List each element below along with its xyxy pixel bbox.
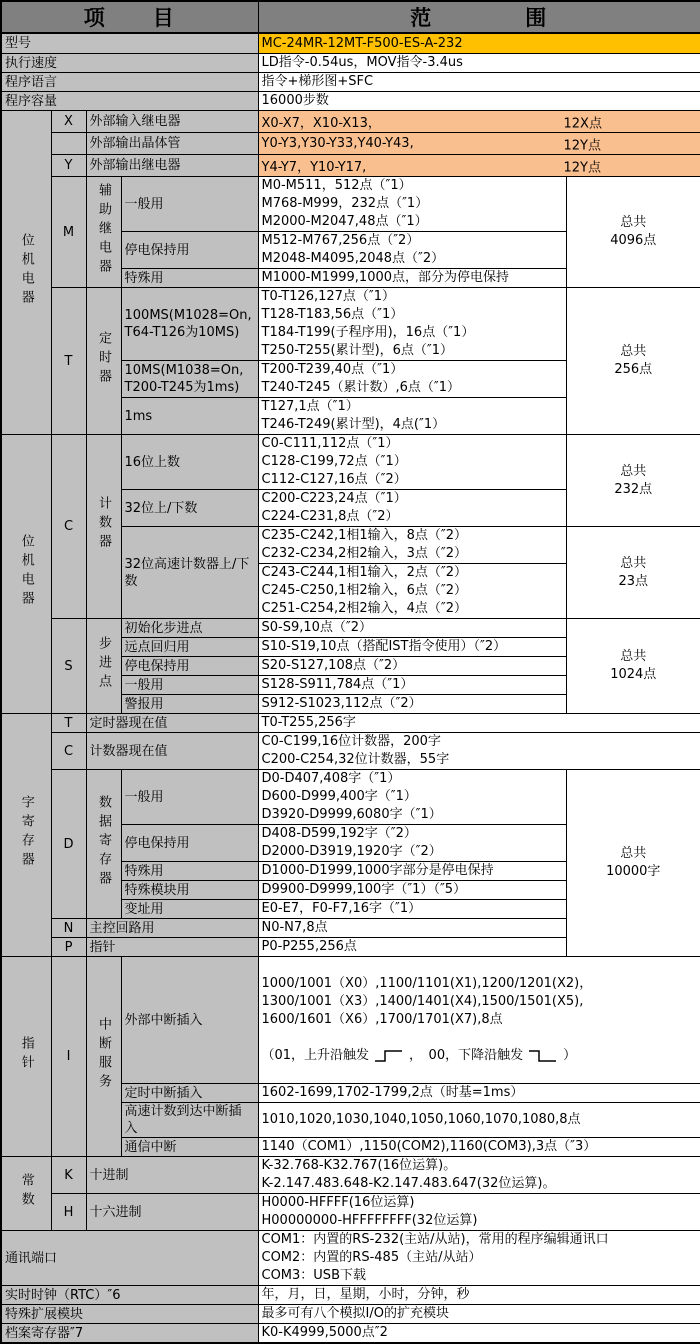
- sub-label: 定时中断插入: [121, 1084, 258, 1103]
- range-value: T127,1点（″1） T246-T249(累计型)，4点(″1）: [258, 398, 566, 435]
- category-counter: [86, 435, 121, 619]
- category-label: 中断服务: [96, 1016, 111, 1093]
- io-range-text: Y0-Y3,Y30-Y33,Y40-Y43,: [261, 136, 414, 151]
- sub-label: 高速计数到达中断插 入: [121, 1103, 258, 1138]
- comm-port-value: COM1：内置的RS-232(主站/从站)，常用的程序编辑通讯口 COM2：内置的RS-485（主站/从站） COM3：USB下载: [258, 1231, 700, 1286]
- row-label-expansion: 特殊扩展模块: [1, 1305, 258, 1324]
- group-label: 常数: [18, 1172, 34, 1211]
- category-label: 数据寄存器: [96, 794, 111, 890]
- row-label-rtc: 实时时钟（RTC）″6: [1, 1286, 258, 1305]
- rising-edge-icon: [374, 1048, 404, 1064]
- range-value: D408-D599,192字（″2） D2000-D3919,1920字（″2）: [258, 825, 566, 862]
- sub-label: 指针: [86, 938, 258, 957]
- range-value: S912-S1023,112点（″2）: [258, 695, 566, 714]
- group-label: 位机电器: [18, 232, 34, 309]
- sub-label: 停电保持用: [121, 825, 258, 862]
- file-register-value: K0-K4999,5000点″2: [258, 1324, 700, 1344]
- device-letter-m: M: [51, 177, 86, 288]
- total-c-16-32: 总共 232点: [566, 435, 700, 527]
- sub-label: 初始化步进点: [121, 619, 258, 638]
- sub-label: 一般用: [121, 770, 258, 825]
- category-data-register: [86, 770, 121, 919]
- range-value: C235-C242,1相1输入，8点（″2） C232-C234,2相2输入，3点（″2）: [258, 527, 566, 564]
- range-value: K-32.768-K32.767(16位运算)。 K-2.147.483.648-K2.147.483.647(32位运算)。: [258, 1157, 700, 1194]
- model-value: MC-24MR-12MT-F500-ES-A-232: [258, 33, 700, 54]
- range-value: E0-E7，F0-F7,16字（″1）: [258, 900, 566, 919]
- io-label: 外部输出晶体管: [86, 133, 258, 155]
- range-value: D9900-D9999,100字（″1）（″5）: [258, 881, 566, 900]
- range-value: 1140（COM1）,1150(COM2),1160(COM3),3点（″3）: [258, 1138, 700, 1157]
- total-s: 总共 1024点: [566, 619, 700, 714]
- range-value: P0-P255,256点: [258, 938, 566, 957]
- device-letter-blank: [51, 133, 86, 155]
- io-label: 外部输出继电器: [86, 155, 258, 177]
- io-count: 12Y点: [563, 160, 601, 175]
- trigger-suffix: ）: [563, 1048, 577, 1063]
- range-value: C0-C111,112点（″1） C128-C199,72点（″1） C112-C127,16点（″2）: [258, 435, 566, 490]
- group-label: 指针: [18, 1035, 34, 1074]
- device-letter-h: H: [51, 1194, 86, 1231]
- row-label-capacity: 程序容量: [1, 92, 258, 111]
- ext-interrupt-lines: 1000/1001（X0）,1100/1101(X1),1200/1201(X2)， 1300/1001（X3）,1400/1401(X4),1500/1501(X5), 1600/1601（X6）,1700/1701(X7),8点: [261, 976, 593, 1027]
- range-value: S0-S9,10点（″2）: [258, 619, 566, 638]
- sub-label: 十六进制: [86, 1194, 258, 1231]
- sub-label: 10MS(M1038=On, T200-T245为1ms): [121, 361, 258, 398]
- language-value: 指令+梯形图+SFC: [258, 73, 700, 92]
- group-bit-devices-2: [1, 435, 51, 714]
- range-value: D0-D407,408字（″1） D600-D999,400字（″1） D3920-D9999,6080字（″1）: [258, 770, 566, 825]
- sub-label: 特殊用: [121, 862, 258, 881]
- device-letter-k: K: [51, 1157, 86, 1194]
- range-value: T0-T255,256字: [258, 714, 700, 733]
- group-bit-devices-1: [1, 111, 51, 435]
- device-letter-c: C: [51, 435, 86, 619]
- category-label: 辅助继电器: [96, 182, 111, 278]
- category-step-point: [86, 619, 121, 714]
- sub-label: 定时器现在值: [86, 714, 258, 733]
- total-d: 总共 10000字: [566, 770, 700, 957]
- range-value: H0000-HFFFF(16位运算) H00000000-HFFFFFFFF(32位运算): [258, 1194, 700, 1231]
- device-letter-t2: T: [51, 714, 86, 733]
- range-value: T0-T126,127点（″1） T128-T183,56点（″1） T184-T199(子程序用)，16点（″1） T250-T255(累计型)，6点（″1）: [258, 288, 566, 361]
- io-range-text: X0-X7，X10-X13，: [261, 116, 381, 131]
- group-constants: [1, 1157, 51, 1231]
- io-label: 外部输入继电器: [86, 111, 258, 133]
- trigger-prefix: （01，上升沿触发: [261, 1048, 370, 1063]
- range-value: M512-M767,256点（″2） M2048-M4095,2048点（″2）: [258, 232, 566, 269]
- row-label-comm-port: 通讯端口: [1, 1231, 258, 1286]
- sub-label: 变址用: [121, 900, 258, 919]
- total-c-hs: 总共 23点: [566, 527, 700, 619]
- range-value: 1010,1020,1030,1040,1050,1060,1070,1080,8点: [258, 1103, 700, 1138]
- sub-label: 警报用: [121, 695, 258, 714]
- sub-label: 通信中断: [121, 1138, 258, 1157]
- io-count: 12X点: [563, 116, 602, 131]
- range-value: N0-N7,8点: [258, 919, 566, 938]
- category-interrupt-service: [86, 957, 121, 1157]
- sub-label: 计数器现在值: [86, 733, 258, 770]
- row-label-model: 型号: [1, 33, 258, 54]
- range-value: C0-C199,16位计数器，200字 C200-C254,32位计数器，55字: [258, 733, 700, 770]
- trigger-line: [262, 1047, 698, 1065]
- range-value: M0-M511，512点（″1） M768-M999，232点（″1） M2000-M2047,48点（″1）: [258, 177, 566, 232]
- sub-label: 32位上/下数: [121, 490, 258, 527]
- device-letter-t: T: [51, 288, 86, 435]
- ext-interrupt-value: [258, 957, 700, 1084]
- sub-label: 特殊模块用: [121, 881, 258, 900]
- range-value: M1000-M1999,1000点，部分为停电保持: [258, 269, 566, 288]
- trigger-mid: ， 00，下降沿触发: [409, 1048, 524, 1063]
- rtc-value: 年，月，日，星期，小时，分钟，秒: [258, 1286, 700, 1305]
- falling-edge-icon: [528, 1048, 558, 1064]
- row-label-file-register: 档案寄存器″7: [1, 1324, 258, 1344]
- sub-label: 十进制: [86, 1157, 258, 1194]
- group-label: 字寄存器: [18, 795, 34, 871]
- sub-label: 停电保持用: [121, 232, 258, 269]
- io-range: [258, 155, 700, 177]
- category-aux-relay: [86, 177, 121, 288]
- expansion-value: 最多可有八个模拟I/O的扩充模块: [258, 1305, 700, 1324]
- device-letter-p: P: [51, 938, 86, 957]
- row-label-exec-speed: 执行速度: [1, 54, 258, 73]
- header-range: 范 围: [258, 1, 700, 33]
- device-letter-y: Y: [51, 155, 86, 177]
- total-t: 总共 256点: [566, 288, 700, 435]
- range-value: S128-S911,784点（″1）: [258, 676, 566, 695]
- category-label: 步进点: [96, 635, 111, 693]
- category-timer: [86, 288, 121, 435]
- row-label-language: 程序语言: [1, 73, 258, 92]
- range-value: T200-T239,40点（″1） T240-T245（累计数）,6点（″1）: [258, 361, 566, 398]
- group-word-registers: [1, 714, 51, 957]
- group-label: 位机电器: [18, 534, 34, 610]
- capacity-value: 16000步数: [258, 92, 700, 111]
- sub-label: 1ms: [121, 398, 258, 435]
- sub-label: 主控回路用: [86, 919, 258, 938]
- group-pointer: [1, 957, 51, 1157]
- range-value: C243-C244,1相1输入，2点（″2） C245-C250,1相2输入，6点（″2） C251-C254,2相2输入，4点（″2）: [258, 564, 566, 619]
- io-range-text: Y4-Y7，Y10-Y17,: [261, 160, 367, 175]
- range-value: S10-S19,10点（搭配IST指令使用）（″2）: [258, 638, 566, 657]
- sub-label: 一般用: [121, 676, 258, 695]
- device-letter-c2: C: [51, 733, 86, 770]
- category-label: 定时器: [96, 330, 111, 388]
- range-value: S20-S127,108点（″2）: [258, 657, 566, 676]
- sub-label: 一般用: [121, 177, 258, 232]
- header-item: 项 目: [1, 1, 258, 33]
- total-m: 总共 4096点: [566, 177, 700, 288]
- io-count: 12Y点: [563, 138, 601, 153]
- sub-label: 远点回归用: [121, 638, 258, 657]
- sub-label: 16位上数: [121, 435, 258, 490]
- device-letter-n: N: [51, 919, 86, 938]
- sub-label: 外部中断插入: [121, 957, 258, 1084]
- exec-speed-value: LD指令-0.54us，MOV指令-3.4us: [258, 54, 700, 73]
- device-letter-d: D: [51, 770, 86, 919]
- sub-label: 停电保持用: [121, 657, 258, 676]
- device-letter-x: X: [51, 111, 86, 133]
- io-range: [258, 133, 700, 155]
- sub-label: 特殊用: [121, 269, 258, 288]
- range-value: C200-C223,24点（″1） C224-C231,8点（″2）: [258, 490, 566, 527]
- io-range: [258, 111, 700, 133]
- device-letter-s: S: [51, 619, 86, 714]
- range-value: D1000-D1999,1000字部分是停电保持: [258, 862, 566, 881]
- sub-label-hs-counter: 32位高速计数器上/下 数: [121, 527, 258, 619]
- device-letter-i: I: [51, 957, 86, 1157]
- range-value: 1602-1699,1702-1799,2点（时基=1ms）: [258, 1084, 700, 1103]
- category-label: 计数器: [96, 496, 111, 553]
- sub-label: 100MS(M1028=On, T64-T126为10MS): [121, 288, 258, 361]
